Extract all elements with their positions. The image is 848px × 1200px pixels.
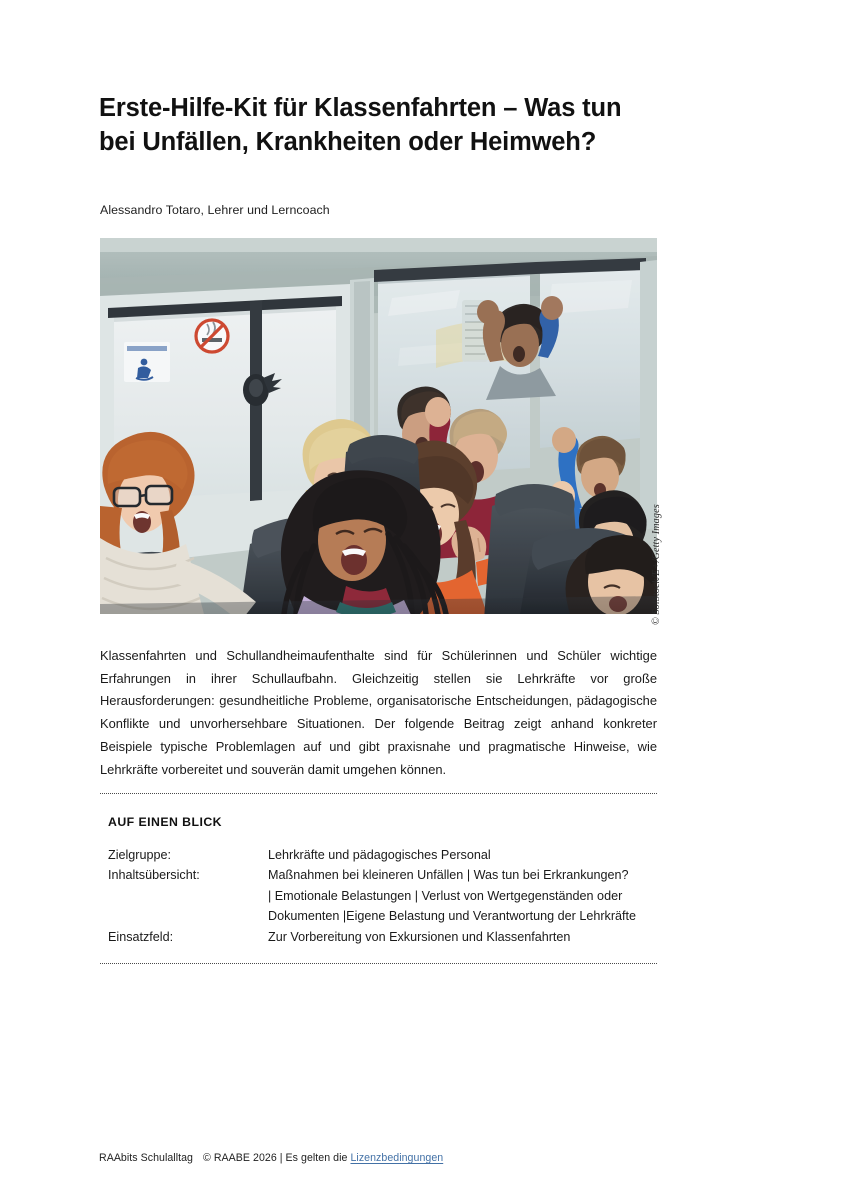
- table-row: [108, 865, 657, 926]
- overview-divider-bottom: [100, 963, 657, 964]
- overview-divider-top: [100, 793, 657, 794]
- intro-paragraph: Klassenfahrten und Schullandheimaufenthalte sind für Schülerinnen und Schüler wichtige Erfahrungen in ihrer Schullaufbahn. Gleichzeitig stellen sie Lehrkräfte vor große Herausforderungen: gesundheitliche Probleme, organisatorische Entscheidungen, pädagogische Konflikte und unvorhersehbare Situationen. Der folgende Beitrag zeigt anhand konkreter Beispiele typische Problemlagen auf und gibt praxisnahe und pragmatische Hinweise, wie Lehrkräfte vorbereitet und souverän damit umgehen können.: [100, 648, 657, 777]
- footer-copyright: © RAABE 2026 | Es gelten die: [203, 1152, 348, 1164]
- table-row: [108, 845, 657, 865]
- table-row: [108, 927, 657, 947]
- footer-series: RAAbits Schulalltag: [99, 1152, 193, 1164]
- overview-table: [108, 845, 657, 947]
- page-title: Erste-Hilfe-Kit für Klassenfahrten – Was tun bei Unfällen, Krankheiten oder Heimweh?: [99, 94, 622, 156]
- page-footer: [99, 1152, 443, 1164]
- overview-value-line: Lehrkräfte und pädagogisches Personal: [268, 848, 491, 862]
- author-byline: Alessandro Totaro, Lehrer und Lerncoach: [100, 203, 330, 217]
- hero-photo: [100, 238, 657, 614]
- overview-label-zielgruppe: Zielgruppe:: [108, 848, 172, 862]
- overview-heading: AUF EINEN BLICK: [108, 815, 223, 829]
- overview-label-inhaltsuebersicht: Inhaltsübersicht:: [108, 868, 200, 883]
- overview-value-line: Dokumenten |Eigene Belastung und Verantwortung der Lehrkräfte: [268, 909, 637, 924]
- overview-value-line: Zur Vorbereitung von Exkursionen und Klassenfahrten: [268, 929, 571, 944]
- photo-credit: © SolStock/E+/Getty Images: [651, 504, 662, 625]
- overview-value-line: Maßnahmen bei kleineren Unfällen | Was tun bei Erkrankungen?: [268, 868, 629, 883]
- overview-value-zielgruppe: [268, 845, 657, 865]
- overview-value-line: | Emotionale Belastungen | Verlust von Wertgegenständen oder: [268, 888, 623, 903]
- license-terms-link[interactable]: Lizenzbedingungen: [350, 1152, 444, 1164]
- overview-value-inhaltsuebersicht: [268, 865, 657, 926]
- bus-interior-photo: [100, 238, 657, 614]
- overview-label-einsatzfeld: Einsatzfeld:: [108, 929, 174, 944]
- overview-value-einsatzfeld: [268, 927, 657, 947]
